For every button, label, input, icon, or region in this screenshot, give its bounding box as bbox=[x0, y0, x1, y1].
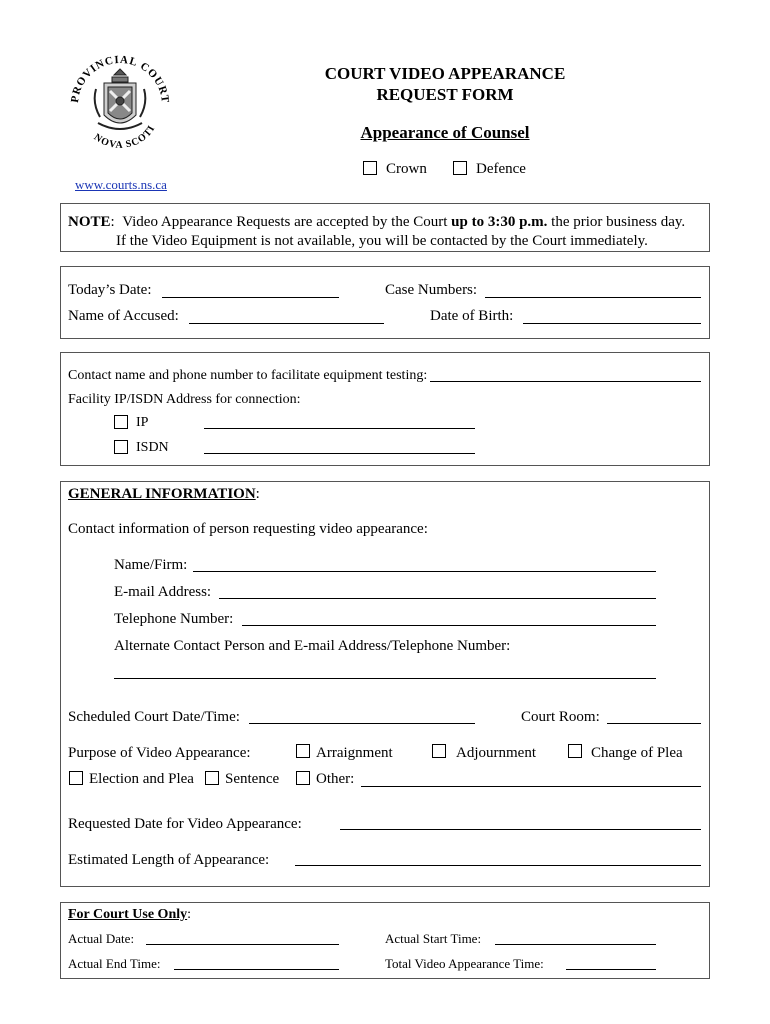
telephone-field[interactable] bbox=[242, 625, 656, 626]
estimated-length-field[interactable] bbox=[295, 865, 701, 866]
change-of-plea-checkbox[interactable] bbox=[568, 744, 582, 758]
note-deadline: up to 3:30 p.m. bbox=[451, 214, 548, 230]
sentence-checkbox[interactable] bbox=[205, 771, 219, 785]
crest-icon bbox=[95, 69, 146, 129]
actual-date-field[interactable] bbox=[146, 944, 339, 945]
todays-date-field[interactable] bbox=[162, 297, 339, 298]
case-info-box bbox=[60, 266, 710, 339]
date-of-birth-label: Date of Birth: bbox=[430, 308, 514, 324]
name-firm-field[interactable] bbox=[193, 571, 656, 572]
case-numbers-field[interactable] bbox=[485, 297, 701, 298]
other-label: Other: bbox=[316, 771, 355, 787]
note-label: NOTE bbox=[68, 214, 111, 230]
court-room-field[interactable] bbox=[607, 723, 701, 724]
todays-date-label: Today’s Date: bbox=[68, 282, 152, 298]
title-line-2: REQUEST FORM bbox=[376, 85, 514, 104]
actual-date-label: Actual Date: bbox=[68, 931, 135, 946]
general-information-heading bbox=[68, 485, 260, 503]
election-and-plea-label: Election and Plea bbox=[89, 771, 194, 787]
other-field[interactable] bbox=[361, 786, 701, 787]
crown-label: Crown bbox=[386, 161, 427, 177]
form-title bbox=[230, 63, 660, 105]
general-heading-text: GENERAL INFORMATION bbox=[68, 486, 256, 502]
sentence-label: Sentence bbox=[225, 771, 280, 787]
court-room-label: Court Room: bbox=[521, 709, 600, 725]
crown-checkbox[interactable] bbox=[363, 161, 377, 175]
note-line-1: NOTE: Video Appearance Requests are accepted by the Court up to 3:30 p.m. the prior business day. bbox=[68, 214, 686, 230]
estimated-length-label: Estimated Length of Appearance: bbox=[68, 852, 270, 868]
telephone-label: Telephone Number: bbox=[114, 611, 234, 627]
general-heading-colon: : bbox=[255, 486, 260, 502]
contact-testing-label: Contact name and phone number to facilitate equipment testing: bbox=[68, 368, 428, 383]
other-checkbox[interactable] bbox=[296, 771, 310, 785]
adjournment-checkbox[interactable] bbox=[432, 744, 446, 758]
form-subtitle: Appearance of Counsel bbox=[360, 123, 530, 142]
actual-end-field[interactable] bbox=[174, 969, 339, 970]
note-text-pre: Video Appearance Requests are accepted by the Court bbox=[122, 214, 452, 230]
arraignment-checkbox[interactable] bbox=[296, 744, 310, 758]
requested-date-label: Requested Date for Video Appearance: bbox=[68, 816, 302, 832]
defence-label: Defence bbox=[476, 161, 526, 177]
email-field[interactable] bbox=[219, 598, 656, 599]
ip-label: IP bbox=[136, 415, 149, 430]
adjournment-label: Adjournment bbox=[456, 745, 536, 761]
case-numbers-label: Case Numbers: bbox=[385, 282, 478, 298]
isdn-label: ISDN bbox=[136, 440, 169, 455]
facility-address-label: Facility IP/ISDN Address for connection: bbox=[68, 392, 301, 407]
election-and-plea-checkbox[interactable] bbox=[69, 771, 83, 785]
court-use-heading-text: For Court Use Only bbox=[68, 907, 188, 922]
provincial-court-seal bbox=[58, 55, 178, 160]
email-label: E-mail Address: bbox=[114, 584, 212, 600]
contact-intro-text: Contact information of person requesting video appearance: bbox=[68, 521, 428, 537]
note-text-post: the prior business day. bbox=[547, 214, 686, 230]
name-of-accused-label: Name of Accused: bbox=[68, 308, 179, 324]
name-of-accused-field[interactable] bbox=[189, 323, 384, 324]
seal-top-text: PROVINCIAL COURT bbox=[68, 55, 172, 105]
isdn-checkbox[interactable] bbox=[114, 440, 128, 454]
total-time-field[interactable] bbox=[566, 969, 656, 970]
defence-checkbox[interactable] bbox=[453, 161, 467, 175]
scheduled-date-field[interactable] bbox=[249, 723, 475, 724]
total-time-label: Total Video Appearance Time: bbox=[385, 956, 544, 971]
note-box bbox=[60, 203, 710, 252]
actual-start-label: Actual Start Time: bbox=[385, 931, 482, 946]
website-link[interactable]: www.courts.ns.ca bbox=[75, 177, 167, 192]
isdn-address-field[interactable] bbox=[204, 453, 475, 454]
change-of-plea-label: Change of Plea bbox=[591, 745, 683, 761]
note-line-2: If the Video Equipment is not available, you will be contacted by the Court immediately. bbox=[116, 233, 648, 249]
name-firm-label: Name/Firm: bbox=[114, 557, 188, 573]
arraignment-label: Arraignment bbox=[316, 745, 393, 761]
alternate-contact-label: Alternate Contact Person and E-mail Address/Telephone Number: bbox=[114, 638, 511, 654]
alternate-contact-field[interactable] bbox=[114, 678, 656, 679]
seal-bottom-text: NOVA SCOTI bbox=[91, 123, 158, 151]
court-use-heading bbox=[68, 906, 191, 923]
scheduled-date-label: Scheduled Court Date/Time: bbox=[68, 709, 240, 725]
ip-checkbox[interactable] bbox=[114, 415, 128, 429]
ip-address-field[interactable] bbox=[204, 428, 475, 429]
contact-testing-field[interactable] bbox=[430, 381, 701, 382]
actual-start-field[interactable] bbox=[495, 944, 656, 945]
requested-date-field[interactable] bbox=[340, 829, 701, 830]
actual-end-label: Actual End Time: bbox=[68, 956, 161, 971]
purpose-label: Purpose of Video Appearance: bbox=[68, 745, 251, 761]
date-of-birth-field[interactable] bbox=[523, 323, 701, 324]
title-line-1: COURT VIDEO APPEARANCE bbox=[324, 64, 566, 83]
court-use-heading-colon: : bbox=[187, 907, 192, 922]
